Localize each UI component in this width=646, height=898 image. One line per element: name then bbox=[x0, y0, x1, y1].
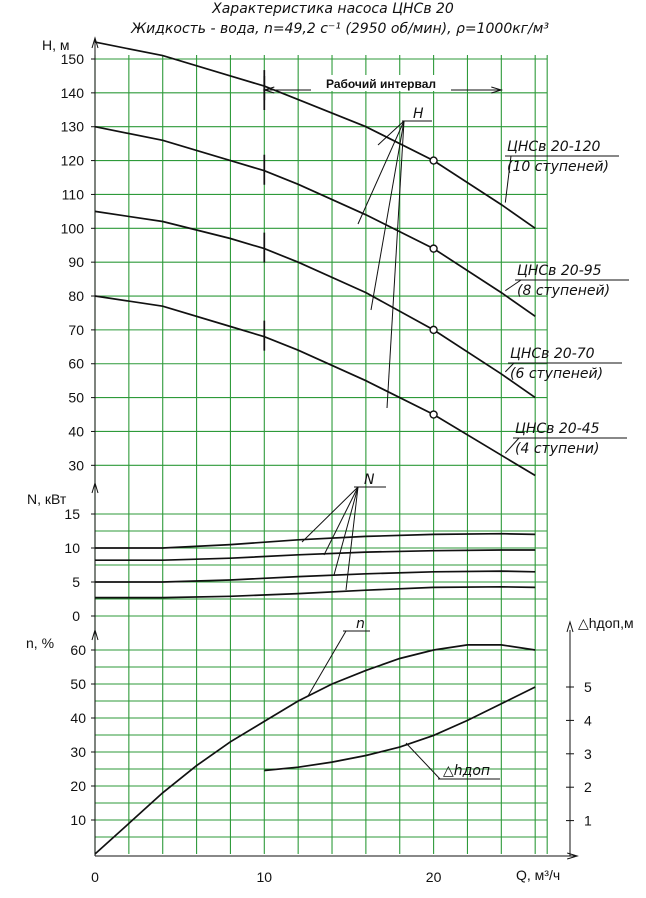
x-axis-title: Q, м³/ч bbox=[516, 867, 561, 883]
series-sublabel: (6 ступеней) bbox=[510, 366, 604, 382]
npsh-label: △hдоп bbox=[443, 763, 491, 779]
power-curve-3 bbox=[95, 571, 535, 582]
head-curve-3 bbox=[95, 211, 535, 397]
chart-title: Характеристика насоса ЦНСв 20 bbox=[212, 1, 454, 17]
y-tick-label: 50 bbox=[70, 676, 86, 692]
rated-point-marker bbox=[430, 326, 437, 333]
y-tick-label: 20 bbox=[70, 778, 86, 794]
grid bbox=[95, 55, 547, 854]
eff-label: n bbox=[356, 616, 365, 632]
h-leader bbox=[358, 121, 404, 224]
series-sublabel: (8 ступеней) bbox=[517, 283, 611, 299]
y2-axis-title: △hдоп,м bbox=[578, 615, 634, 631]
y-tick-label: 40 bbox=[70, 710, 86, 726]
y-tick-label: 60 bbox=[70, 642, 86, 658]
rated-point-marker bbox=[430, 245, 437, 252]
rated-point-marker bbox=[430, 411, 437, 418]
y2-tick-label: 3 bbox=[584, 745, 592, 762]
y-tick-label: 80 bbox=[68, 288, 84, 305]
y-tick-label: 40 bbox=[68, 423, 84, 440]
y-tick-label: 5 bbox=[72, 574, 80, 590]
chart-subtitle: Жидкость - вода, n=49,2 с⁻¹ (2950 об/мин), ρ=1000кг/м³ bbox=[131, 21, 549, 37]
y-tick-label: 120 bbox=[60, 152, 84, 169]
x-tick-label: 0 bbox=[91, 869, 99, 885]
rated-point-marker bbox=[430, 157, 437, 164]
power-curve-4 bbox=[95, 587, 535, 598]
h-label: H bbox=[413, 106, 424, 122]
h-leader bbox=[387, 121, 404, 408]
h-leader bbox=[371, 121, 404, 310]
y2-tick-label: 5 bbox=[584, 679, 592, 695]
x-tick-label: 20 bbox=[425, 869, 442, 885]
series-label: ЦНСв 20-70 bbox=[510, 346, 595, 362]
y-tick-label: 140 bbox=[60, 84, 84, 101]
series-sublabel: (10 ступеней) bbox=[507, 159, 609, 175]
y-axis-title-power: N, кВт bbox=[27, 491, 67, 507]
npsh-leader bbox=[406, 743, 440, 779]
y-tick-label: 30 bbox=[70, 744, 86, 760]
series-sublabel: (4 ступени) bbox=[515, 441, 600, 457]
y-tick-label: 60 bbox=[68, 355, 84, 372]
y2-tick-label: 1 bbox=[584, 812, 592, 829]
head-curve-1 bbox=[95, 42, 535, 228]
head-curve-4 bbox=[95, 296, 535, 476]
y-tick-label: 100 bbox=[60, 220, 84, 237]
y-tick-label: 90 bbox=[68, 254, 84, 271]
y2-tick-label: 2 bbox=[584, 779, 592, 796]
y-tick-label: 30 bbox=[68, 457, 84, 474]
y-tick-label: 70 bbox=[68, 321, 84, 338]
efficiency-curve bbox=[95, 645, 535, 854]
y-tick-label: 130 bbox=[60, 118, 84, 135]
power-curve-1 bbox=[95, 534, 535, 548]
y-tick-label: 50 bbox=[68, 389, 84, 406]
annotations bbox=[264, 75, 629, 779]
series-label: ЦНСв 20-45 bbox=[515, 421, 600, 437]
n-power-label: N bbox=[364, 472, 375, 488]
y-tick-label: 110 bbox=[61, 186, 84, 203]
y-tick-label: 150 bbox=[60, 51, 84, 67]
x-tick-label: 10 bbox=[256, 869, 273, 885]
work-range-label: Рабочий интервал bbox=[325, 77, 437, 91]
n-leader bbox=[324, 487, 358, 555]
series-label: ЦНСв 20-120 bbox=[507, 139, 601, 155]
y-tick-label: 15 bbox=[64, 506, 80, 522]
y2-tick-label: 4 bbox=[584, 712, 592, 729]
y-tick-label: 10 bbox=[64, 540, 80, 556]
series-label: ЦНСв 20-95 bbox=[517, 263, 602, 279]
curves bbox=[95, 42, 535, 854]
y-axis-title-efficiency: n, % bbox=[26, 635, 55, 651]
y-tick-label: 0 bbox=[72, 608, 80, 624]
y-tick-label: 10 bbox=[70, 812, 86, 828]
power-curve-2 bbox=[95, 550, 535, 560]
axes bbox=[91, 38, 577, 859]
y-axis-title-head: H, м bbox=[42, 37, 70, 53]
